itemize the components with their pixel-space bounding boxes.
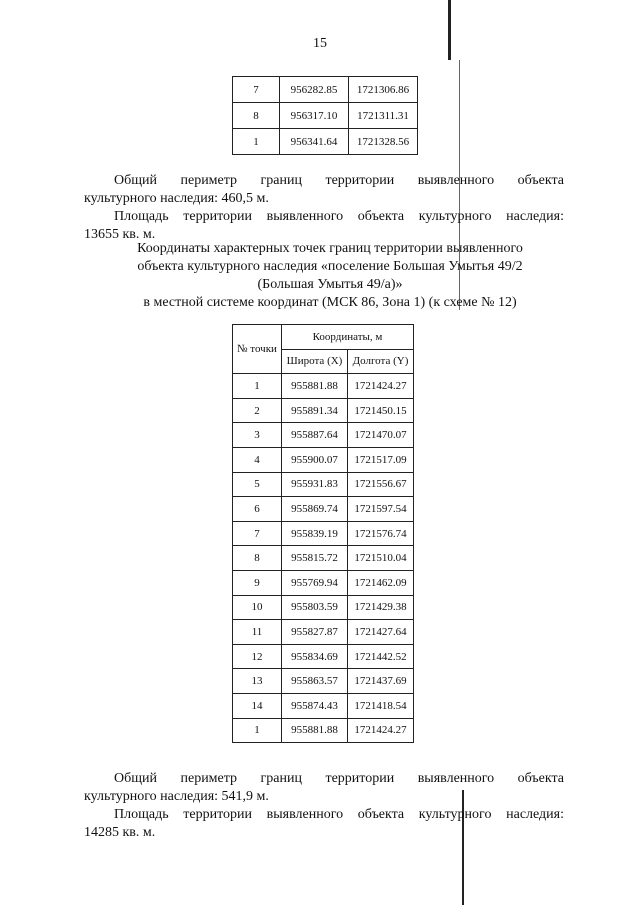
point-number-cell: 1 <box>233 718 282 743</box>
longitude-cell: 1721470.07 <box>348 423 414 448</box>
longitude-cell: 1721442.52 <box>348 644 414 669</box>
latitude-cell: 955900.07 <box>282 447 348 472</box>
area-text-line-2: 14285 кв. м. <box>84 825 156 840</box>
latitude-cell: 956341.64 <box>280 129 349 155</box>
latitude-cell: 955891.34 <box>282 398 348 423</box>
latitude-cell: 955839.19 <box>282 521 348 546</box>
latitude-cell: 955834.69 <box>282 644 348 669</box>
table-row <box>233 103 418 129</box>
area-paragraph-1 <box>84 208 564 244</box>
table-row <box>233 521 414 546</box>
header-point-number: № точки <box>233 325 282 374</box>
longitude-cell: 1721517.09 <box>348 447 414 472</box>
latitude-cell: 956317.10 <box>280 103 349 129</box>
latitude-cell: 955827.87 <box>282 620 348 645</box>
table-row <box>233 447 414 472</box>
point-number-cell: 3 <box>233 423 282 448</box>
longitude-cell: 1721328.56 <box>349 129 418 155</box>
longitude-cell: 1721311.31 <box>349 103 418 129</box>
table-row <box>233 718 414 743</box>
point-number-cell: 11 <box>233 620 282 645</box>
latitude-cell: 955874.43 <box>282 693 348 718</box>
point-number-cell: 10 <box>233 595 282 620</box>
heading-line-4: в местной системе координат (МСК 86, Зона 1) (к схеме № 12) <box>143 295 517 310</box>
longitude-cell: 1721427.64 <box>348 620 414 645</box>
area-text-line-1: Площадь территории выявленного объекта культурного наследия: <box>114 807 564 822</box>
latitude-cell: 955815.72 <box>282 546 348 571</box>
coordinates-table <box>232 324 414 743</box>
longitude-cell: 1721306.86 <box>349 77 418 103</box>
table-header-row <box>233 325 414 350</box>
point-number-cell: 9 <box>233 570 282 595</box>
latitude-cell: 955863.57 <box>282 669 348 694</box>
longitude-cell: 1721450.15 <box>348 398 414 423</box>
point-number-cell: 1 <box>233 129 280 155</box>
point-number-cell: 7 <box>233 77 280 103</box>
table-body <box>233 77 418 155</box>
longitude-cell: 1721418.54 <box>348 693 414 718</box>
table-row <box>233 374 414 399</box>
point-number-cell: 4 <box>233 447 282 472</box>
header-coordinates: Координаты, м <box>282 325 414 350</box>
longitude-cell: 1721437.69 <box>348 669 414 694</box>
latitude-cell: 956282.85 <box>280 77 349 103</box>
perimeter-text-line-2: культурного наследия: 541,9 м. <box>84 789 269 804</box>
table-row <box>233 644 414 669</box>
perimeter-paragraph-1 <box>84 172 564 208</box>
point-number-cell: 2 <box>233 398 282 423</box>
coordinates-table-continued <box>232 76 418 155</box>
latitude-cell: 955869.74 <box>282 497 348 522</box>
longitude-cell: 1721429.38 <box>348 595 414 620</box>
table-row <box>233 570 414 595</box>
longitude-cell: 1721597.54 <box>348 497 414 522</box>
perimeter-text-line-2: культурного наследия: 460,5 м. <box>84 191 269 206</box>
point-number-cell: 14 <box>233 693 282 718</box>
latitude-cell: 955887.64 <box>282 423 348 448</box>
point-number-cell: 1 <box>233 374 282 399</box>
longitude-cell: 1721576.74 <box>348 521 414 546</box>
table-row <box>233 77 418 103</box>
longitude-cell: 1721556.67 <box>348 472 414 497</box>
latitude-cell: 955881.88 <box>282 374 348 399</box>
table-row <box>233 669 414 694</box>
point-number-cell: 6 <box>233 497 282 522</box>
point-number-cell: 8 <box>233 546 282 571</box>
table-row <box>233 423 414 448</box>
perimeter-text-line-1: Общий периметр границ территории выявленного объекта <box>114 771 564 786</box>
perimeter-paragraph-2 <box>84 770 564 806</box>
coordinates-heading <box>110 240 550 312</box>
heading-line-2: объекта культурного наследия «поселение Большая Умытья 49/2 <box>137 259 523 274</box>
heading-line-3: (Большая Умытья 49/а)» <box>257 277 403 292</box>
perimeter-text-line-1: Общий периметр границ территории выявленного объекта <box>114 173 564 188</box>
header-latitude: Широта (X) <box>282 349 348 374</box>
longitude-cell: 1721510.04 <box>348 546 414 571</box>
page-number: 15 <box>313 36 327 51</box>
longitude-cell: 1721424.27 <box>348 374 414 399</box>
area-text-line-2: 13655 кв. м. <box>84 227 156 242</box>
point-number-cell: 12 <box>233 644 282 669</box>
table-row <box>233 595 414 620</box>
area-text-line-1: Площадь территории выявленного объекта культурного наследия: <box>114 209 564 224</box>
longitude-cell: 1721462.09 <box>348 570 414 595</box>
table-row <box>233 693 414 718</box>
latitude-cell: 955803.59 <box>282 595 348 620</box>
table-row <box>233 472 414 497</box>
latitude-cell: 955881.88 <box>282 718 348 743</box>
point-number-cell: 5 <box>233 472 282 497</box>
latitude-cell: 955931.83 <box>282 472 348 497</box>
table-row <box>233 497 414 522</box>
latitude-cell: 955769.94 <box>282 570 348 595</box>
point-number-cell: 13 <box>233 669 282 694</box>
area-paragraph-2 <box>84 806 564 842</box>
longitude-cell: 1721424.27 <box>348 718 414 743</box>
point-number-cell: 8 <box>233 103 280 129</box>
table-body <box>233 374 414 743</box>
table-row <box>233 129 418 155</box>
heading-line-1: Координаты характерных точек границ территории выявленного <box>137 241 523 256</box>
header-longitude: Долгота (Y) <box>348 349 414 374</box>
table-row <box>233 546 414 571</box>
point-number-cell: 7 <box>233 521 282 546</box>
table-row <box>233 398 414 423</box>
table-row <box>233 620 414 645</box>
